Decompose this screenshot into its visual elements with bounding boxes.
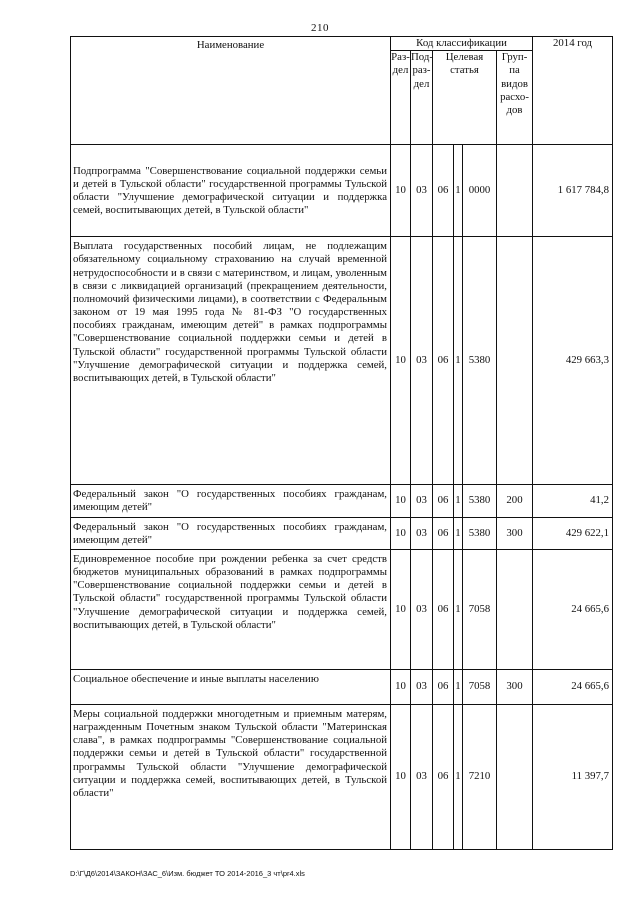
table-row bbox=[71, 145, 613, 237]
table-row bbox=[71, 237, 613, 485]
table-row bbox=[71, 517, 613, 549]
row-target-program: 06 bbox=[433, 237, 454, 485]
table-row bbox=[71, 549, 613, 669]
row-group: 200 bbox=[497, 485, 533, 517]
row-name: Социальное обеспечение и иные выплаты населению bbox=[71, 669, 391, 704]
header-name: Наименование bbox=[71, 37, 391, 145]
row-podrazdel: 03 bbox=[411, 669, 433, 704]
budget-table bbox=[70, 36, 613, 850]
row-podrazdel: 03 bbox=[411, 485, 433, 517]
row-target-code: 5380 bbox=[463, 237, 497, 485]
row-group bbox=[497, 237, 533, 485]
row-group bbox=[497, 145, 533, 237]
row-target-subprogram: 1 bbox=[454, 669, 463, 704]
row-target-code: 7210 bbox=[463, 704, 497, 849]
row-amount: 11 397,7 bbox=[533, 704, 613, 849]
row-amount: 24 665,6 bbox=[533, 549, 613, 669]
row-target-subprogram: 1 bbox=[454, 485, 463, 517]
row-target-program: 06 bbox=[433, 704, 454, 849]
header-row-top bbox=[71, 37, 613, 51]
row-group bbox=[497, 549, 533, 669]
table-row bbox=[71, 485, 613, 517]
row-target-program: 06 bbox=[433, 145, 454, 237]
header-code-group: Код классификации bbox=[391, 37, 533, 51]
row-target-subprogram: 1 bbox=[454, 237, 463, 485]
row-target-program: 06 bbox=[433, 517, 454, 549]
row-group: 300 bbox=[497, 669, 533, 704]
row-podrazdel: 03 bbox=[411, 549, 433, 669]
row-amount: 41,2 bbox=[533, 485, 613, 517]
table-row bbox=[71, 704, 613, 849]
row-podrazdel: 03 bbox=[411, 517, 433, 549]
row-podrazdel: 03 bbox=[411, 704, 433, 849]
row-target-program: 06 bbox=[433, 549, 454, 669]
row-name: Единовременное пособие при рождении ребенка за счет средств бюджетов муниципальных образований в рамках подпрограммы "Совершенствование социальной поддержки семьи и детей в Тульской области" государственной программы Тульской области "Улучшение демографической ситуации и поддержка семей, воспитывающих детей, в Тульской области" bbox=[71, 549, 391, 669]
row-podrazdel: 03 bbox=[411, 237, 433, 485]
row-amount: 1 617 784,8 bbox=[533, 145, 613, 237]
row-name: Федеральный закон "О государственных пособиях гражданам, имеющим детей" bbox=[71, 485, 391, 517]
row-target-code: 7058 bbox=[463, 549, 497, 669]
row-razdel: 10 bbox=[391, 145, 411, 237]
row-podrazdel: 03 bbox=[411, 145, 433, 237]
row-target-code: 7058 bbox=[463, 669, 497, 704]
row-target-program: 06 bbox=[433, 485, 454, 517]
row-target-code: 5380 bbox=[463, 517, 497, 549]
file-path-footer: D:\Г\Д6\2014\ЗАКОН\ЗАС_6\Изм. бюджет ТО 2014-2016_3 чт\pr4.xls bbox=[70, 869, 305, 878]
header-podrazdel: Под-раз-дел bbox=[411, 51, 433, 145]
row-razdel: 10 bbox=[391, 704, 411, 849]
row-name: Выплата государственных пособий лицам, не подлежащим обязательному социальному страхованию на случай временной нетрудоспособности и в связи с материнством, и лицам, уволенным в связи с ликвидацией организаций (прекращением деятельности, полномочий физическими лицами), в соответствии с Федеральным законом от 19 мая 1995 года № 81-ФЗ "О государственных пособиях гражданам, имеющим детей" в рамках подпрограммы "Совершенствование социальной поддержки семьи и детей в Тульской области" государственной программы Тульской области "Улучшение демографической ситуации и поддержка семей, воспитывающих детей, в Тульской области" bbox=[71, 237, 391, 485]
header-target: Целевая статья bbox=[433, 51, 497, 145]
header-year: 2014 год bbox=[533, 37, 613, 145]
row-razdel: 10 bbox=[391, 485, 411, 517]
page-number: 210 bbox=[311, 22, 329, 34]
row-target-subprogram: 1 bbox=[454, 517, 463, 549]
row-target-subprogram: 1 bbox=[454, 704, 463, 849]
row-group: 300 bbox=[497, 517, 533, 549]
row-amount: 429 622,1 bbox=[533, 517, 613, 549]
row-target-code: 5380 bbox=[463, 485, 497, 517]
row-name: Меры социальной поддержки многодетным и приемным матерям, награжденным Почетным знаком Тульской области "Материнская слава", в рамках подпрограммы "Совершенствование социальной поддержки семьи и детей в Тульской области" государственной программы Тульской области "Улучшение демографической ситуации и поддержка семей, воспитывающих детей, в Тульской области" bbox=[71, 704, 391, 849]
row-razdel: 10 bbox=[391, 549, 411, 669]
row-target-subprogram: 1 bbox=[454, 145, 463, 237]
row-amount: 24 665,6 bbox=[533, 669, 613, 704]
row-name: Подпрограмма "Совершенствование социальной поддержки семьи и детей в Тульской области" государственной программы Тульской области "Улучшение демографической ситуации и поддержка семей, воспитывающих детей, в Тульской области" bbox=[71, 145, 391, 237]
row-razdel: 10 bbox=[391, 669, 411, 704]
header-group: Груп-па видов расхо-дов bbox=[497, 51, 533, 145]
header-razdel: Раз-дел bbox=[391, 51, 411, 145]
row-target-program: 06 bbox=[433, 669, 454, 704]
row-amount: 429 663,3 bbox=[533, 237, 613, 485]
row-target-subprogram: 1 bbox=[454, 549, 463, 669]
row-razdel: 10 bbox=[391, 237, 411, 485]
row-name: Федеральный закон "О государственных пособиях гражданам, имеющим детей" bbox=[71, 517, 391, 549]
table-row bbox=[71, 669, 613, 704]
row-razdel: 10 bbox=[391, 517, 411, 549]
row-target-code: 0000 bbox=[463, 145, 497, 237]
row-group bbox=[497, 704, 533, 849]
